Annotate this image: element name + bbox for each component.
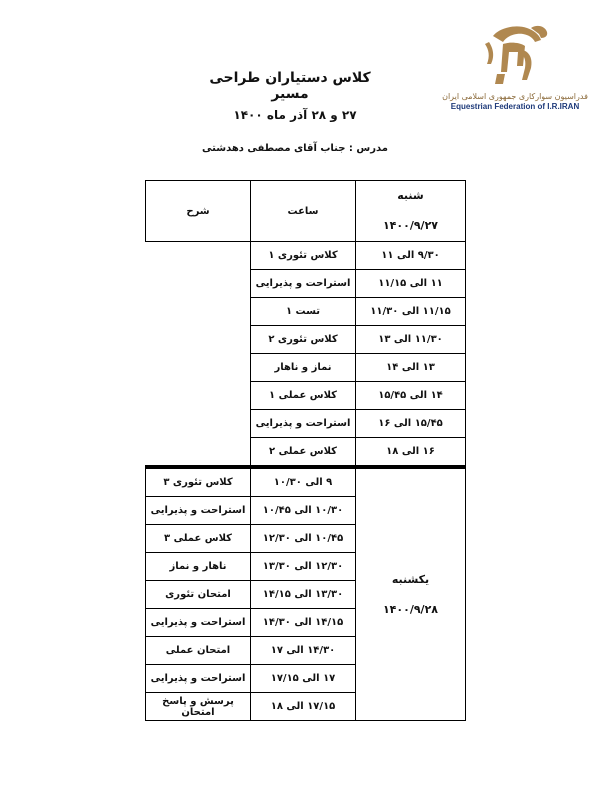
time-cell: ۱۷/۱۵ الی ۱۸ xyxy=(251,693,356,721)
table-row xyxy=(146,298,466,326)
time-cell: ۱۲/۳۰ الی ۱۳/۳۰ xyxy=(251,553,356,581)
time-cell: ۱۰/۴۵ الی ۱۲/۳۰ xyxy=(251,525,356,553)
time-cell: ۱۳ الی ۱۴ xyxy=(356,354,466,382)
description-cell: استراحت و پذیرایی xyxy=(146,609,251,637)
description-cell: کلاس تئوری ۲ xyxy=(251,326,356,354)
page-subtitle: ۲۷ و ۲۸ آذر ماه ۱۴۰۰ xyxy=(233,108,357,122)
table-row xyxy=(146,382,466,410)
time-cell: ۹ الی ۱۰/۳۰ xyxy=(251,467,356,497)
column-header-description: شرح xyxy=(146,181,251,242)
day-cell-sunday xyxy=(356,467,466,721)
description-cell: ناهار و نماز xyxy=(146,553,251,581)
description-cell: کلاس عملی ۲ xyxy=(251,438,356,468)
logo-name-en: Equestrian Federation of I.R.IRAN xyxy=(450,102,580,111)
time-cell: ۱۷ الی ۱۷/۱۵ xyxy=(251,665,356,693)
federation-logo xyxy=(440,22,590,111)
time-cell: ۱۴/۱۵ الی ۱۴/۳۰ xyxy=(251,609,356,637)
description-cell: استراحت و پذیرایی xyxy=(146,497,251,525)
day-date: ۱۴۰۰/۹/۲۷ xyxy=(382,219,439,232)
schedule-table xyxy=(145,180,466,721)
time-cell: ۹/۳۰ الی ۱۱ xyxy=(356,242,466,270)
description-cell: استراحت و پذیرایی xyxy=(251,410,356,438)
horse-logo-icon xyxy=(475,22,555,90)
table-row xyxy=(146,354,466,382)
time-cell: ۱۱/۱۵ الی ۱۱/۳۰ xyxy=(356,298,466,326)
day-date: ۱۴۰۰/۹/۲۸ xyxy=(382,602,439,616)
page-title: کلاس دستیاران طراحی مسیر xyxy=(209,70,371,102)
description-cell: کلاس عملی ۳ xyxy=(146,525,251,553)
description-cell: کلاس تئوری ۳ xyxy=(146,467,251,497)
table-row xyxy=(146,410,466,438)
time-cell: ۱۴ الی ۱۵/۴۵ xyxy=(356,382,466,410)
column-header-time: ساعت xyxy=(251,181,356,242)
description-cell: استراحت و پذیرایی xyxy=(146,665,251,693)
logo-name-fa: فدراسیون سوارکاری جمهوری اسلامی ایران xyxy=(442,92,588,101)
instructor-line: مدرس : جناب آقای مصطفی دهدشتی xyxy=(202,143,388,154)
table-row xyxy=(146,438,466,468)
description-cell: امتحان عملی xyxy=(146,637,251,665)
table-row xyxy=(146,270,466,298)
description-cell: کلاس تئوری ۱ xyxy=(251,242,356,270)
time-cell: ۱۰/۳۰ الی ۱۰/۴۵ xyxy=(251,497,356,525)
description-cell: تست ۱ xyxy=(251,298,356,326)
table-row xyxy=(146,467,466,497)
time-cell: ۱۱ الی ۱۱/۱۵ xyxy=(356,270,466,298)
description-cell: کلاس عملی ۱ xyxy=(251,382,356,410)
time-cell: ۱۳/۳۰ الی ۱۴/۱۵ xyxy=(251,581,356,609)
time-cell: ۱۵/۴۵ الی ۱۶ xyxy=(356,410,466,438)
description-cell: نماز و ناهار xyxy=(251,354,356,382)
time-cell: ۱۶ الی ۱۸ xyxy=(356,438,466,468)
day-name: شنبه xyxy=(397,189,424,202)
day-cell-saturday xyxy=(356,181,466,242)
time-cell: ۱۱/۳۰ الی ۱۳ xyxy=(356,326,466,354)
time-cell: ۱۴/۳۰ الی ۱۷ xyxy=(251,637,356,665)
day-name: یکشنبه xyxy=(391,572,430,586)
description-cell: استراحت و پذیرایی xyxy=(251,270,356,298)
description-cell: پرسش و پاسخ امتحان xyxy=(146,693,251,721)
table-header-row xyxy=(146,181,466,242)
table-row xyxy=(146,326,466,354)
table-row xyxy=(146,242,466,270)
description-cell: امتحان تئوری xyxy=(146,581,251,609)
